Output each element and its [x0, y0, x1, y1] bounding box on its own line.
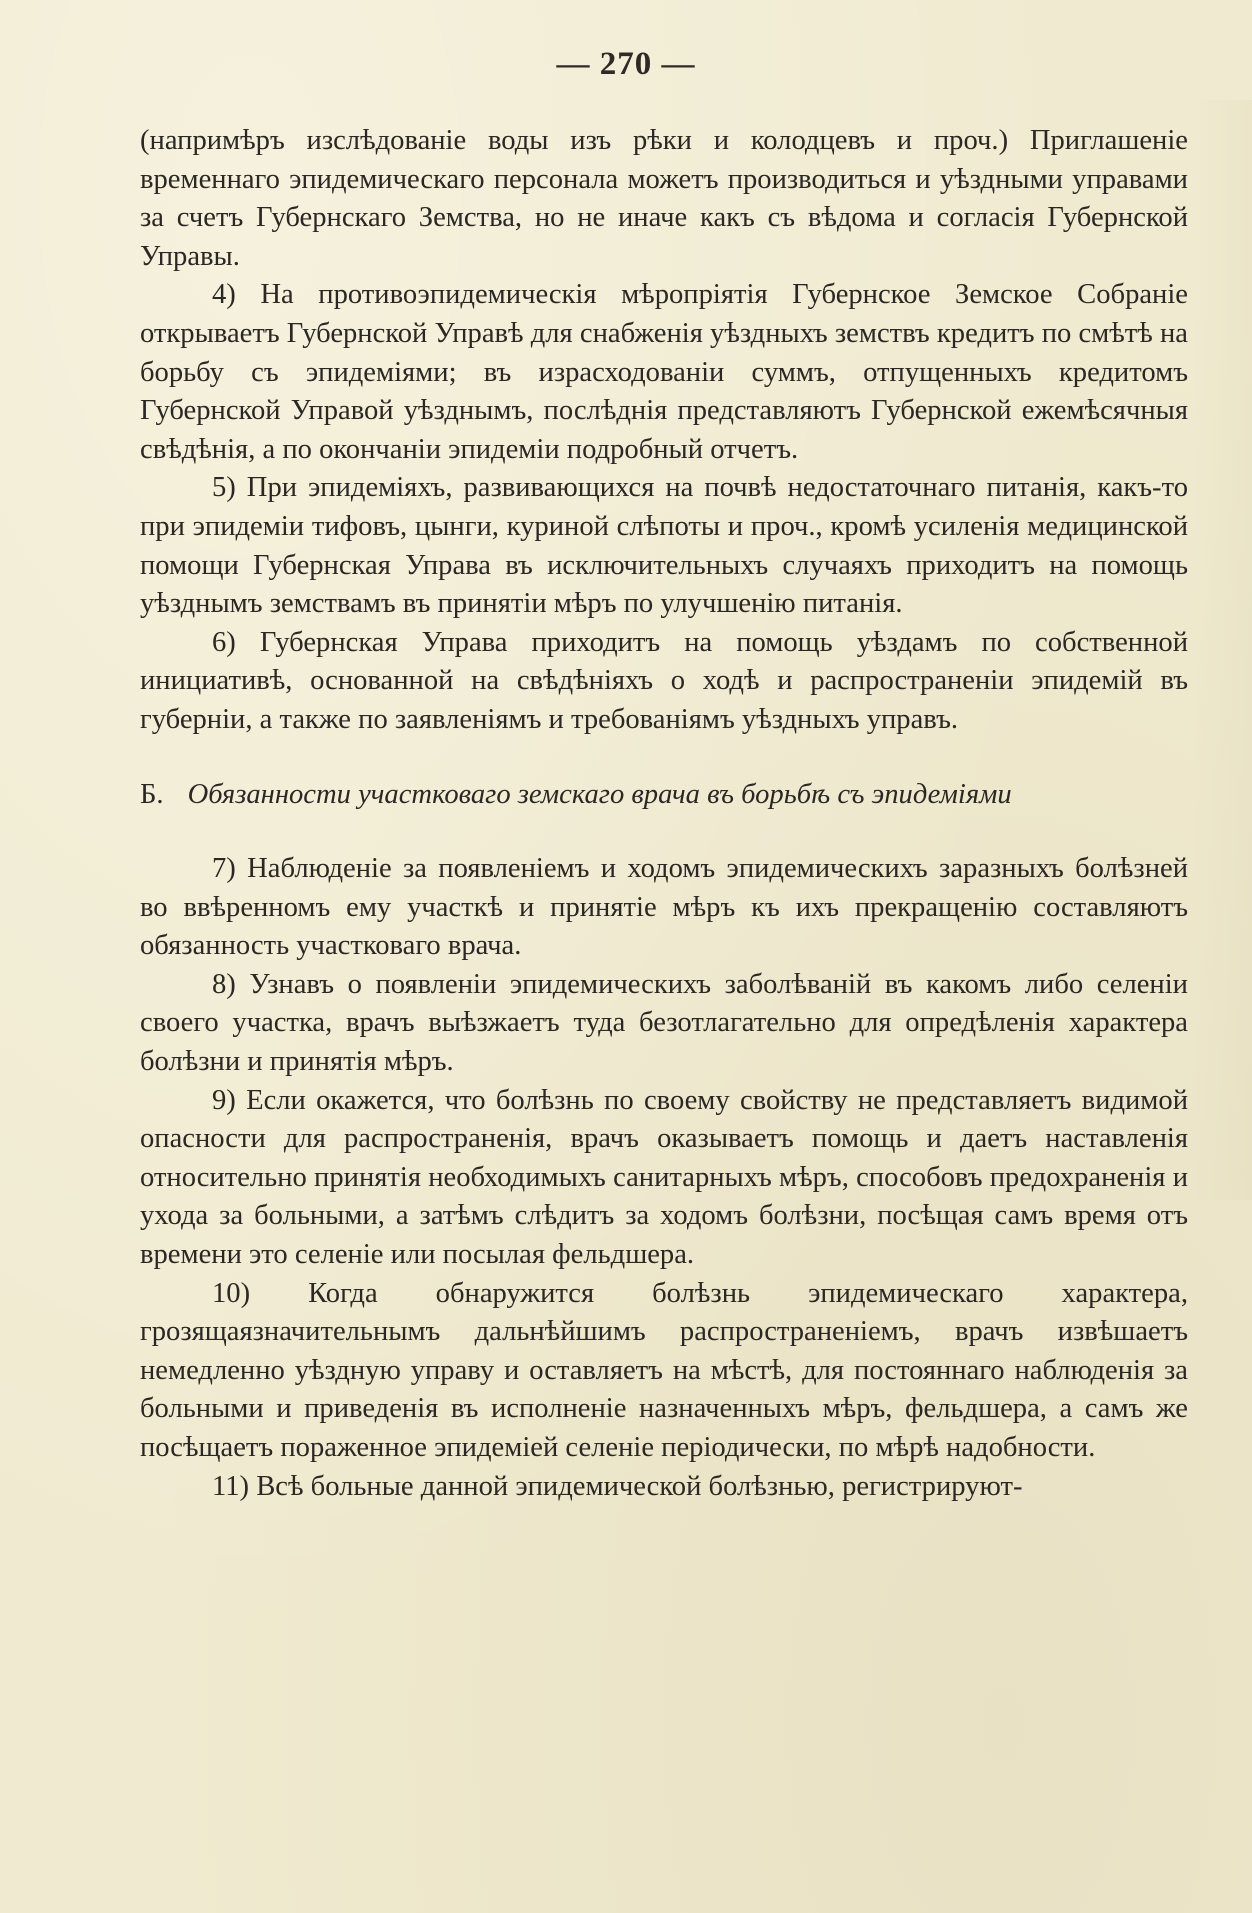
page-edge-shading	[1192, 100, 1252, 1200]
paragraph-continued: (напримѣръ изслѣдованіе воды изъ рѣки и колодцевъ и проч.) Приглашеніе временнаго эпидемическаго персонала можетъ производиться и уѣздными управами за счетъ Губернскаго Земства, но не иначе какъ съ вѣдома и согласія Губернской Управы.	[140, 125, 1188, 272]
body-text	[140, 122, 1188, 1506]
paragraph-6: 6) Губернская Управа приходитъ на помощь уѣздамъ по собственной инициативѣ, основанной на свѣдѣніяхъ о ходѣ и распространеніи эпидемій въ губерніи, а также по заявленіямъ и требованіямъ уѣздныхъ управъ.	[140, 626, 1188, 735]
section-heading-b	[140, 776, 1188, 815]
paragraph-5: 5) При эпидеміяхъ, развивающихся на почвѣ недостаточнаго питанія, какъ-то при эпидеміи тифовъ, цынги, куриной слѣпоты и проч., кромѣ усиленія медицинской помощи Губернская Управа въ исключительныхъ случаяхъ приходитъ на помощь уѣзднымъ земствамъ въ принятіи мѣръ по улучшенію питанія.	[140, 472, 1188, 620]
paragraph-11: 11) Всѣ больные данной эпидемической болѣзнью, регистрируют-	[212, 1470, 1023, 1502]
paragraph-10: 10) Когда обнаружится болѣзнь эпидемическаго характера, грозящаязначительнымъ дальнѣйшимъ распространеніемъ, врачъ извѣшаетъ немедленно уѣздную управу и оставляетъ на мѣстѣ, для постояннаго наблюденія за больными и приведенія въ исполненіе назначенныхъ мѣръ, фельдшера, а самъ же посѣщаетъ пораженное эпидеміей селеніе періодически, по мѣрѣ надобности.	[140, 1277, 1188, 1463]
section-title: Обязанности участковаго земскаго врача въ борьбѣ съ эпидеміями	[187, 778, 1012, 810]
section-letter: Б.	[140, 778, 164, 810]
page-number: — 270 —	[556, 46, 696, 82]
paragraph-8: 8) Узнавъ о появленіи эпидемическихъ заболѣваній въ какомъ либо селеніи своего участка, врачъ выѣзжаетъ туда безотлагательно для опредѣленія характера болѣзни и принятія мѣръ.	[140, 968, 1188, 1078]
paragraph-9: 9) Если окажется, что болѣзнь по своему свойству не представляетъ видимой опасности для распространенія, врачъ оказываетъ помощь и даетъ наставленія относительно принятія необходимыхъ санитарныхъ мѣръ, способовъ предохраненія и ухода за больными, а затѣмъ слѣдитъ за ходомъ болѣзни, посѣщая самъ время отъ времени это селеніе или посылая фельдшера.	[140, 1084, 1188, 1271]
paragraph-4: 4) На противоэпидемическія мѣропріятія Губернское Земское Собраніе открываетъ Губернской Управѣ для снабженія уѣздныхъ земствъ кредитъ по смѣтѣ на борьбу съ эпидеміями; въ израсходованіи суммъ, отпущенныхъ кредитомъ Губернской Управой уѣзднымъ, послѣднія представляютъ Губернской ежемѣсячныя свѣдѣнія, а по окончаніи эпидеміи подробный отчетъ.	[140, 279, 1188, 465]
paragraph-7: 7) Наблюденіе за появленіемъ и ходомъ эпидемическихъ заразныхъ болѣзней во ввѣренномъ ему участкѣ и принятіе мѣръ къ ихъ прекращенію составляютъ обязанность участковаго врача.	[140, 853, 1188, 962]
